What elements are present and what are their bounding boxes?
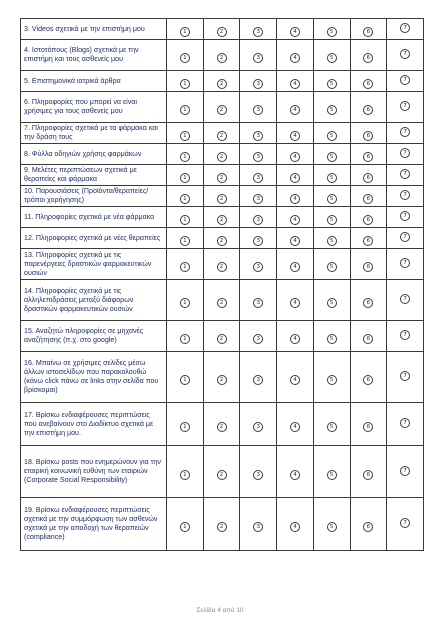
option-cell [350,19,387,40]
option-cell [277,186,314,207]
survey-row [21,446,424,498]
rating-option-1[interactable]: 1 [180,27,190,37]
rating-option-5[interactable]: 5 [327,152,337,162]
option-cell [240,71,277,92]
question-label: 9. Μελέτες περιπτώσεων σχετικά με θεραπείες και φάρμακα [21,165,167,186]
rating-option-3[interactable]: 3 [253,236,263,246]
question-label: 5. Επιστημονικά ιατρικά άρθρα [21,71,167,92]
rating-option-7[interactable]: 7 [400,49,410,59]
rating-option-3[interactable]: 3 [253,105,263,115]
rating-option-2[interactable]: 2 [217,262,227,272]
rating-option-5[interactable]: 5 [327,131,337,141]
question-label: 13. Πληροφορίες σχετικά με τις παρενέργειες δραστικών φαρμακευτικών ουσιών [21,249,167,280]
option-cell [387,186,424,207]
rating-option-2[interactable]: 2 [217,27,227,37]
option-cell [313,71,350,92]
option-cell [313,186,350,207]
rating-option-4[interactable]: 4 [290,522,300,532]
rating-option-3[interactable]: 3 [253,131,263,141]
survey-row [21,71,424,92]
survey-row [21,403,424,446]
option-cell [387,123,424,144]
option-cell [387,92,424,123]
option-cell [313,144,350,165]
rating-option-2[interactable]: 2 [217,470,227,480]
option-cell [313,19,350,40]
rating-option-1[interactable]: 1 [180,470,190,480]
survey-row [21,165,424,186]
option-cell [313,446,350,498]
option-cell [277,123,314,144]
option-cell [313,207,350,228]
option-cell [240,123,277,144]
rating-option-4[interactable]: 4 [290,131,300,141]
option-cell [313,165,350,186]
option-cell [277,144,314,165]
option-cell [240,403,277,446]
option-cell [350,71,387,92]
rating-option-2[interactable]: 2 [217,522,227,532]
option-cell [277,280,314,321]
rating-option-6[interactable]: 6 [363,131,373,141]
rating-option-6[interactable]: 6 [363,194,373,204]
rating-option-4[interactable]: 4 [290,470,300,480]
rating-option-2[interactable]: 2 [217,298,227,308]
rating-option-5[interactable]: 5 [327,53,337,63]
option-cell [277,207,314,228]
option-cell [203,165,240,186]
option-cell [350,40,387,71]
option-cell [313,40,350,71]
option-cell [313,321,350,352]
rating-option-6[interactable]: 6 [363,375,373,385]
option-cell [240,498,277,551]
rating-option-4[interactable]: 4 [290,262,300,272]
rating-option-1[interactable]: 1 [180,131,190,141]
option-cell [203,446,240,498]
rating-option-4[interactable]: 4 [290,215,300,225]
option-cell [313,280,350,321]
rating-option-4[interactable]: 4 [290,298,300,308]
option-cell [203,249,240,280]
option-cell [203,228,240,249]
option-cell [350,352,387,403]
question-label: 12. Πληροφορίες σχετικά με νέες θεραπείες [21,228,167,249]
rating-option-2[interactable]: 2 [217,422,227,432]
option-cell [277,403,314,446]
rating-option-6[interactable]: 6 [363,215,373,225]
rating-option-5[interactable]: 5 [327,262,337,272]
rating-option-5[interactable]: 5 [327,79,337,89]
option-cell [350,92,387,123]
option-cell [203,403,240,446]
rating-option-5[interactable]: 5 [327,236,337,246]
option-cell [240,280,277,321]
option-cell [387,352,424,403]
question-label: 8. Φύλλα οδηγιών χρήσης φαρμάκων [21,144,167,165]
rating-option-5[interactable]: 5 [327,375,337,385]
rating-option-2[interactable]: 2 [217,131,227,141]
rating-option-2[interactable]: 2 [217,375,227,385]
option-cell [203,352,240,403]
question-label: 6. Πληροφορίες που μπορεί να είναι χρήσιμες για τους ασθενείς μου [21,92,167,123]
option-cell [240,165,277,186]
option-cell [167,321,204,352]
option-cell [350,280,387,321]
survey-row [21,249,424,280]
rating-option-1[interactable]: 1 [180,236,190,246]
survey-body [21,19,424,551]
option-cell [313,249,350,280]
rating-option-7[interactable]: 7 [400,127,410,137]
rating-option-2[interactable]: 2 [217,53,227,63]
rating-option-7[interactable]: 7 [400,23,410,33]
rating-option-2[interactable]: 2 [217,215,227,225]
rating-option-3[interactable]: 3 [253,334,263,344]
option-cell [167,165,204,186]
option-cell [240,352,277,403]
option-cell [167,92,204,123]
rating-option-4[interactable]: 4 [290,105,300,115]
option-cell [313,498,350,551]
rating-option-3[interactable]: 3 [253,262,263,272]
option-cell [167,144,204,165]
question-label: 11. Πληροφορίες σχετικά με νέα φάρμακα [21,207,167,228]
question-label: 7. Πληροφορίες σχετικά με τα φάρμακα και την δράση τους [21,123,167,144]
rating-option-7[interactable]: 7 [400,518,410,528]
rating-option-7[interactable]: 7 [400,466,410,476]
option-cell [167,280,204,321]
question-label: 4. Ιστοτόπους (Blogs) σχετικά με την επιστήμη και τους ασθενείς μου [21,40,167,71]
option-cell [167,123,204,144]
option-cell [240,249,277,280]
likert-survey-table [20,18,424,551]
rating-option-1[interactable]: 1 [180,298,190,308]
rating-option-1[interactable]: 1 [180,215,190,225]
option-cell [167,228,204,249]
rating-option-6[interactable]: 6 [363,105,373,115]
rating-option-1[interactable]: 1 [180,152,190,162]
option-cell [203,321,240,352]
rating-option-7[interactable]: 7 [400,148,410,158]
rating-option-4[interactable]: 4 [290,53,300,63]
option-cell [387,403,424,446]
rating-option-7[interactable]: 7 [400,232,410,242]
option-cell [350,498,387,551]
rating-option-3[interactable]: 3 [253,152,263,162]
option-cell [387,498,424,551]
rating-option-4[interactable]: 4 [290,152,300,162]
rating-option-3[interactable]: 3 [253,27,263,37]
rating-option-5[interactable]: 5 [327,298,337,308]
rating-option-5[interactable]: 5 [327,173,337,183]
rating-option-7[interactable]: 7 [400,190,410,200]
rating-option-7[interactable]: 7 [400,211,410,221]
option-cell [277,446,314,498]
option-cell [277,352,314,403]
option-cell [387,19,424,40]
option-cell [203,123,240,144]
option-cell [277,19,314,40]
rating-option-3[interactable]: 3 [253,194,263,204]
option-cell [167,19,204,40]
question-label: 18. Βρίσκω posts που ενημερώνουν για την εταιρική κοινωνική ευθύνη των εταιριών (Corporate Social Responsibility) [21,446,167,498]
question-label: 19. Βρίσκω ενδιαφέρουσες περιπτώσεις σχετικά με την συμμόρφωση των ασθενών σχετικά με την αποδοχή των θεραπειών (compliance) [21,498,167,551]
option-cell [350,321,387,352]
survey-row [21,92,424,123]
page-footer: Σελίδα 4 από 10 [196,607,244,614]
option-cell [240,92,277,123]
survey-row [21,144,424,165]
option-cell [203,186,240,207]
rating-option-5[interactable]: 5 [327,422,337,432]
option-cell [167,71,204,92]
option-cell [313,228,350,249]
rating-option-3[interactable]: 3 [253,422,263,432]
rating-option-2[interactable]: 2 [217,236,227,246]
rating-option-4[interactable]: 4 [290,236,300,246]
rating-option-6[interactable]: 6 [363,79,373,89]
option-cell [203,19,240,40]
rating-option-3[interactable]: 3 [253,298,263,308]
rating-option-5[interactable]: 5 [327,215,337,225]
rating-option-7[interactable]: 7 [400,258,410,268]
option-cell [167,352,204,403]
survey-row [21,123,424,144]
question-label: 14. Πληροφορίες σχετικά με τις αλληλεπιδράσεις μεταξύ διάφορων δραστικών φαρμακευτικών ουσιών [21,280,167,321]
option-cell [203,71,240,92]
option-cell [167,446,204,498]
question-label: 17. Βρίσκω ενδιαφέρουσες περιπτώσεις που ανεβαίνουν στο Διαδίκτυο σχετικά με την επιστήμη μου. [21,403,167,446]
option-cell [350,165,387,186]
rating-option-5[interactable]: 5 [327,470,337,480]
rating-option-5[interactable]: 5 [327,27,337,37]
option-cell [387,280,424,321]
rating-option-6[interactable]: 6 [363,470,373,480]
option-cell [167,498,204,551]
option-cell [203,40,240,71]
rating-option-3[interactable]: 3 [253,79,263,89]
option-cell [240,19,277,40]
rating-option-7[interactable]: 7 [400,75,410,85]
rating-option-1[interactable]: 1 [180,522,190,532]
option-cell [387,249,424,280]
rating-option-6[interactable]: 6 [363,522,373,532]
option-cell [387,40,424,71]
option-cell [240,144,277,165]
rating-option-1[interactable]: 1 [180,375,190,385]
rating-option-4[interactable]: 4 [290,334,300,344]
rating-option-1[interactable]: 1 [180,173,190,183]
option-cell [203,92,240,123]
rating-option-4[interactable]: 4 [290,375,300,385]
rating-option-1[interactable]: 1 [180,334,190,344]
rating-option-2[interactable]: 2 [217,79,227,89]
survey-row [21,228,424,249]
rating-option-7[interactable]: 7 [400,418,410,428]
option-cell [203,144,240,165]
survey-row [21,498,424,551]
option-cell [277,165,314,186]
option-cell [313,403,350,446]
rating-option-1[interactable]: 1 [180,422,190,432]
rating-option-6[interactable]: 6 [363,298,373,308]
survey-row [21,280,424,321]
option-cell [350,228,387,249]
rating-option-4[interactable]: 4 [290,27,300,37]
question-label: 15. Αναζητώ πληροφορίες σε μηχανές αναζήτησης (π.χ. στο google) [21,321,167,352]
rating-option-3[interactable]: 3 [253,215,263,225]
option-cell [350,446,387,498]
option-cell [203,280,240,321]
rating-option-2[interactable]: 2 [217,152,227,162]
option-cell [240,446,277,498]
rating-option-4[interactable]: 4 [290,173,300,183]
survey-row [21,19,424,40]
option-cell [240,186,277,207]
option-cell [277,249,314,280]
option-cell [167,403,204,446]
option-cell [240,40,277,71]
option-cell [387,321,424,352]
option-cell [350,207,387,228]
rating-option-5[interactable]: 5 [327,105,337,115]
option-cell [313,92,350,123]
survey-row [21,186,424,207]
rating-option-3[interactable]: 3 [253,173,263,183]
rating-option-6[interactable]: 6 [363,236,373,246]
rating-option-1[interactable]: 1 [180,79,190,89]
option-cell [387,144,424,165]
option-cell [350,123,387,144]
rating-option-2[interactable]: 2 [217,334,227,344]
rating-option-6[interactable]: 6 [363,53,373,63]
survey-row [21,207,424,228]
rating-option-7[interactable]: 7 [400,101,410,111]
option-cell [167,40,204,71]
rating-option-4[interactable]: 4 [290,194,300,204]
rating-option-6[interactable]: 6 [363,27,373,37]
rating-option-3[interactable]: 3 [253,470,263,480]
rating-option-7[interactable]: 7 [400,169,410,179]
option-cell [277,71,314,92]
rating-option-2[interactable]: 2 [217,194,227,204]
rating-option-6[interactable]: 6 [363,152,373,162]
option-cell [203,207,240,228]
rating-option-6[interactable]: 6 [363,173,373,183]
rating-option-3[interactable]: 3 [253,53,263,63]
option-cell [387,71,424,92]
option-cell [387,228,424,249]
option-cell [350,249,387,280]
rating-option-1[interactable]: 1 [180,194,190,204]
rating-option-5[interactable]: 5 [327,194,337,204]
survey-row [21,321,424,352]
rating-option-6[interactable]: 6 [363,262,373,272]
option-cell [387,446,424,498]
option-cell [277,92,314,123]
question-label: 10. Παρουσιάσεις (Προϊόντα/θεραπείες/τρόποι χορήγησης) [21,186,167,207]
question-label: 3. Videos σχετικά με την επιστήμη μου [21,19,167,40]
option-cell [240,207,277,228]
option-cell [277,498,314,551]
rating-option-1[interactable]: 1 [180,262,190,272]
option-cell [167,207,204,228]
rating-option-6[interactable]: 6 [363,334,373,344]
option-cell [277,321,314,352]
option-cell [313,352,350,403]
rating-option-3[interactable]: 3 [253,522,263,532]
survey-row [21,352,424,403]
option-cell [203,498,240,551]
option-cell [167,249,204,280]
rating-option-4[interactable]: 4 [290,79,300,89]
rating-option-7[interactable]: 7 [400,294,410,304]
rating-option-5[interactable]: 5 [327,334,337,344]
rating-option-7[interactable]: 7 [400,371,410,381]
option-cell [277,40,314,71]
option-cell [240,228,277,249]
rating-option-4[interactable]: 4 [290,422,300,432]
option-cell [350,144,387,165]
option-cell [387,207,424,228]
option-cell [387,165,424,186]
option-cell [350,403,387,446]
option-cell [277,228,314,249]
rating-option-2[interactable]: 2 [217,173,227,183]
rating-option-3[interactable]: 3 [253,375,263,385]
option-cell [313,123,350,144]
survey-row [21,40,424,71]
rating-option-1[interactable]: 1 [180,105,190,115]
rating-option-5[interactable]: 5 [327,522,337,532]
option-cell [167,186,204,207]
question-label: 16. Μπαίνω σε χρήσιμες σελίδες μέσω άλλων ιστοσελίδων που παρακολουθώ (κάνω click πάνω σε links στην σελίδα που βρίσκομαι) [21,352,167,403]
rating-option-2[interactable]: 2 [217,105,227,115]
rating-option-1[interactable]: 1 [180,53,190,63]
option-cell [350,186,387,207]
option-cell [240,321,277,352]
rating-option-7[interactable]: 7 [400,330,410,340]
rating-option-6[interactable]: 6 [363,422,373,432]
